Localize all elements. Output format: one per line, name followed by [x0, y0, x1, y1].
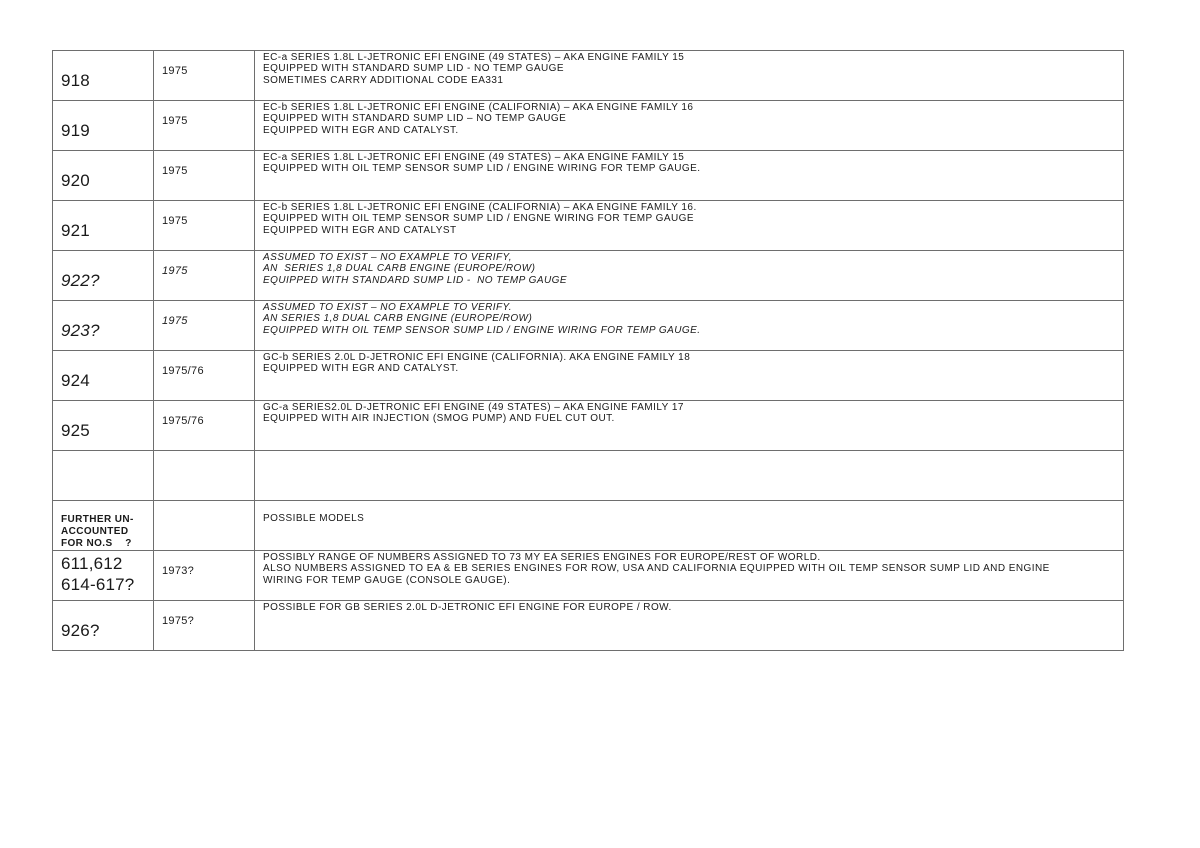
description-line: ASSUMED TO EXIST – NO EXAMPLE TO VERIFY.: [263, 302, 512, 313]
description-line: GC-b SERIES 2.0L D-JETRONIC EFI ENGINE (CALIFORNIA). AKA ENGINE FAMILY 18: [263, 352, 691, 363]
engine-number-cell: [53, 551, 154, 601]
engine-number-cell: [53, 151, 154, 201]
description-line: EQUIPPED WITH STANDARD SUMP LID - NO TEMP GAUGE: [263, 274, 568, 286]
table-row: [53, 51, 1124, 101]
engine-number: 925: [61, 421, 90, 440]
table-row: [53, 601, 1124, 651]
engine-number: 611,612: [61, 554, 123, 573]
engine-number-cell: [53, 251, 154, 301]
description-line: EC-b SERIES 1.8L L-JETRONIC EFI ENGINE (CALIFORNIA) – AKA ENGINE FAMILY 16: [263, 102, 694, 113]
description-line: ASSUMED TO EXIST – NO EXAMPLE TO VERIFY,: [263, 252, 512, 263]
engine-number: 614-617?: [61, 575, 135, 594]
engine-number-cell: [53, 51, 154, 101]
engine-number: 920: [61, 171, 90, 190]
description-line: EC-b SERIES 1.8L L-JETRONIC EFI ENGINE (CALIFORNIA) – AKA ENGINE FAMILY 16.: [263, 202, 697, 213]
table-row: [53, 101, 1124, 151]
engine-number: 924: [61, 371, 90, 390]
description-line: EQUIPPED WITH EGR AND CATALYST: [263, 224, 457, 236]
engine-number: 923?: [61, 321, 100, 340]
model-year: 1975?: [162, 615, 195, 627]
description-line: EC-a SERIES 1.8L L-JETRONIC EFI ENGINE (49 STATES) – AKA ENGINE FAMILY 15: [263, 52, 685, 63]
model-year: 1975: [162, 265, 188, 277]
description-cell: [255, 601, 1124, 651]
description-line: AN SERIES 1,8 DUAL CARB ENGINE (EUROPE/ROW): [263, 313, 533, 325]
year-cell: [154, 351, 255, 401]
year-cell: [154, 51, 255, 101]
engine-number-cell: [53, 201, 154, 251]
table-row: [53, 201, 1124, 251]
description-cell: [255, 51, 1124, 101]
year-cell: [154, 251, 255, 301]
further-label-cell: [53, 501, 154, 551]
description-line: EQUIPPED WITH OIL TEMP SENSOR SUMP LID / ENGINE WIRING FOR TEMP GAUGE.: [263, 324, 701, 336]
model-year: 1975: [162, 65, 188, 77]
description-line: EQUIPPED WITH EGR AND CATALYST.: [263, 363, 459, 375]
model-year: 1975/76: [162, 415, 204, 427]
empty-cell: [154, 451, 255, 501]
description-cell: [255, 301, 1124, 351]
year-cell: [154, 301, 255, 351]
model-year: 1975: [162, 215, 188, 227]
description-cell: [255, 151, 1124, 201]
year-cell: [154, 101, 255, 151]
engine-number-cell: [53, 101, 154, 151]
description-line: ALSO NUMBERS ASSIGNED TO EA & EB SERIES ENGINES FOR ROW, USA AND CALIFORNIA EQUIPPED WITH OIL TEMP SENSOR SUMP LID AND ENGINE: [263, 563, 1050, 575]
description-line: EQUIPPED WITH AIR INJECTION (SMOG PUMP) AND FUEL CUT OUT.: [263, 413, 615, 425]
engine-number-cell: [53, 601, 154, 651]
table-row: [53, 301, 1124, 351]
description-line: WIRING FOR TEMP GAUGE (CONSOLE GAUGE).: [263, 574, 511, 586]
engine-number: 919: [61, 121, 90, 140]
further-label-line: ACCOUNTED: [61, 526, 129, 537]
engine-number: 921: [61, 221, 90, 240]
engine-number: 918: [61, 71, 90, 90]
engine-number: 926?: [61, 621, 100, 640]
model-year: 1975/76: [162, 365, 204, 377]
empty-cell: [255, 451, 1124, 501]
description-cell: [255, 501, 1124, 551]
description-cell: [255, 401, 1124, 451]
model-year: 1973?: [162, 565, 195, 577]
description-line: EQUIPPED WITH OIL TEMP SENSOR SUMP LID / ENGINE WIRING FOR TEMP GAUGE.: [263, 163, 701, 175]
description-line: GC-a SERIES2.0L D-JETRONIC EFI ENGINE (49 STATES) – AKA ENGINE FAMILY 17: [263, 402, 684, 413]
possible-models-heading: POSSIBLE MODELS: [263, 513, 365, 524]
description-cell: [255, 201, 1124, 251]
description-line: EQUIPPED WITH OIL TEMP SENSOR SUMP LID / ENGNE WIRING FOR TEMP GAUGE: [263, 213, 695, 225]
year-cell: [154, 401, 255, 451]
table-row: [53, 401, 1124, 451]
description-cell: [255, 551, 1124, 601]
table-row: [53, 151, 1124, 201]
section-header-row: [53, 501, 1124, 551]
description-cell: [255, 101, 1124, 151]
engine-number-cell: [53, 351, 154, 401]
year-cell: [154, 151, 255, 201]
year-cell: [154, 601, 255, 651]
table-row: [53, 251, 1124, 301]
engine-number: 922?: [61, 271, 100, 290]
description-cell: [255, 351, 1124, 401]
model-year: 1975: [162, 315, 188, 327]
description-line: SOMETIMES CARRY ADDITIONAL CODE EA331: [263, 74, 504, 86]
description-line: EQUIPPED WITH EGR AND CATALYST.: [263, 124, 459, 136]
description-line: EQUIPPED WITH STANDARD SUMP LID - NO TEMP GAUGE: [263, 63, 565, 75]
year-cell: [154, 551, 255, 601]
further-label-line: FOR NO.S ?: [61, 538, 132, 549]
description-line: POSSIBLE FOR GB SERIES 2.0L D-JETRONIC EFI ENGINE FOR EUROPE / ROW.: [263, 602, 672, 613]
description-line: POSSIBLY RANGE OF NUMBERS ASSIGNED TO 73 MY EA SERIES ENGINES FOR EUROPE/REST OF WORLD.: [263, 552, 821, 563]
engine-number-cell: [53, 401, 154, 451]
engine-number-cell: [53, 301, 154, 351]
description-line: EC-a SERIES 1.8L L-JETRONIC EFI ENGINE (49 STATES) – AKA ENGINE FAMILY 15: [263, 152, 685, 163]
description-line: EQUIPPED WITH STANDARD SUMP LID – NO TEMP GAUGE: [263, 113, 567, 125]
description-line: AN SERIES 1,8 DUAL CARB ENGINE (EUROPE/ROW): [263, 263, 536, 275]
year-cell: [154, 201, 255, 251]
engine-number-table: [52, 50, 1124, 651]
empty-row: [53, 451, 1124, 501]
empty-cell: [154, 501, 255, 551]
model-year: 1975: [162, 115, 188, 127]
table-row: [53, 551, 1124, 601]
description-cell: [255, 251, 1124, 301]
further-label-line: FURTHER UN-: [61, 514, 134, 525]
model-year: 1975: [162, 165, 188, 177]
empty-cell: [53, 451, 154, 501]
table-row: [53, 351, 1124, 401]
